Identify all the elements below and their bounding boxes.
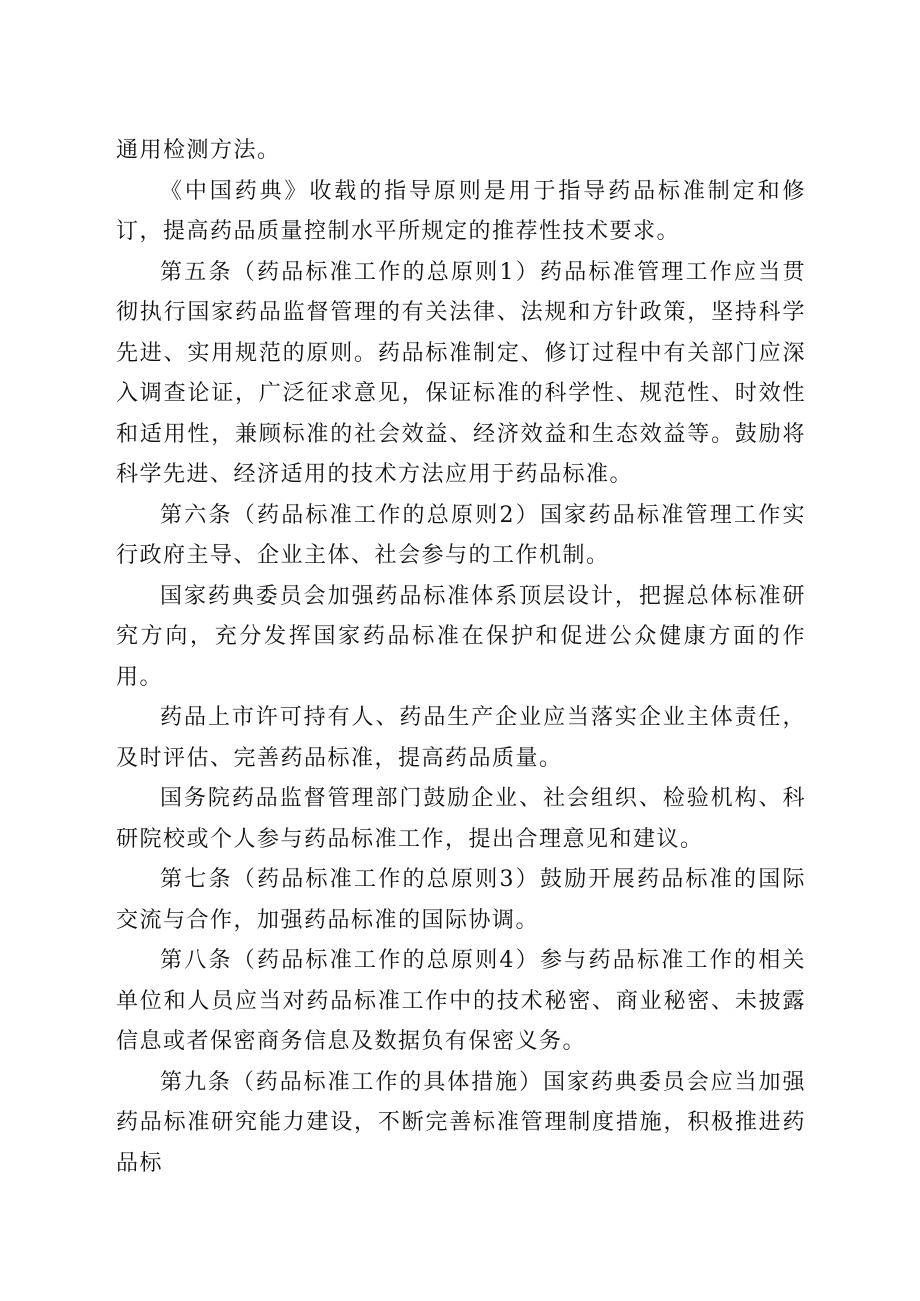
paragraph-guidelines: 《中国药典》收载的指导原则是用于指导药品标准制定和修订，提高药品质量控制水平所规定的推荐性技术要求。 [116, 178, 806, 244]
paragraph-license-holders: 药品上市许可持有人、药品生产企业应当落实企业主体责任，及时评估、完善药品标准，提高药品质量。 [116, 705, 806, 771]
document-body [116, 131, 806, 1184]
paragraph-continuation: 通用检测方法。 [116, 138, 281, 163]
paragraph-pharmacopoeia-commission: 国家药典委员会加强药品标准体系顶层设计，把握总体标准研究方向，充分发挥国家药品标准在保护和促进公众健康方面的作用。 [116, 583, 806, 690]
paragraph-article-7: 第七条（药品标准工作的总原则3）鼓励开展药品标准的国际交流与合作，加强药品标准的国际协调。 [116, 867, 806, 933]
paragraph-article-9: 第九条（药品标准工作的具体措施）国家药典委员会应当加强药品标准研究能力建设，不断完善标准管理制度措施，积极推进药品标 [116, 1069, 806, 1176]
paragraph-article-8: 第八条（药品标准工作的总原则4）参与药品标准工作的相关单位和人员应当对药品标准工作中的技术秘密、商业秘密、未披露信息或者保密商务信息及数据负有保密义务。 [116, 948, 806, 1054]
paragraph-article-5: 第五条（药品标准工作的总原则1）药品标准管理工作应当贯彻执行国家药品监督管理的有关法律、法规和方针政策，坚持科学先进、实用规范的原则。药品标准制定、修订过程中有关部门应深入调查论证，广泛征求意见，保证标准的科学性、规范性、时效性和适用性，兼顾标准的社会效益、经济效益和生态效益等。鼓励将科学先进、经济适用的技术方法应用于药品标准。 [116, 259, 806, 487]
paragraph-article-6: 第六条（药品标准工作的总原则2）国家药品标准管理工作实行政府主导、企业主体、社会参与的工作机制。 [116, 502, 806, 568]
paragraph-state-council: 国务院药品监督管理部门鼓励企业、社会组织、检验机构、科研院校或个人参与药品标准工作，提出合理意见和建议。 [116, 786, 806, 852]
